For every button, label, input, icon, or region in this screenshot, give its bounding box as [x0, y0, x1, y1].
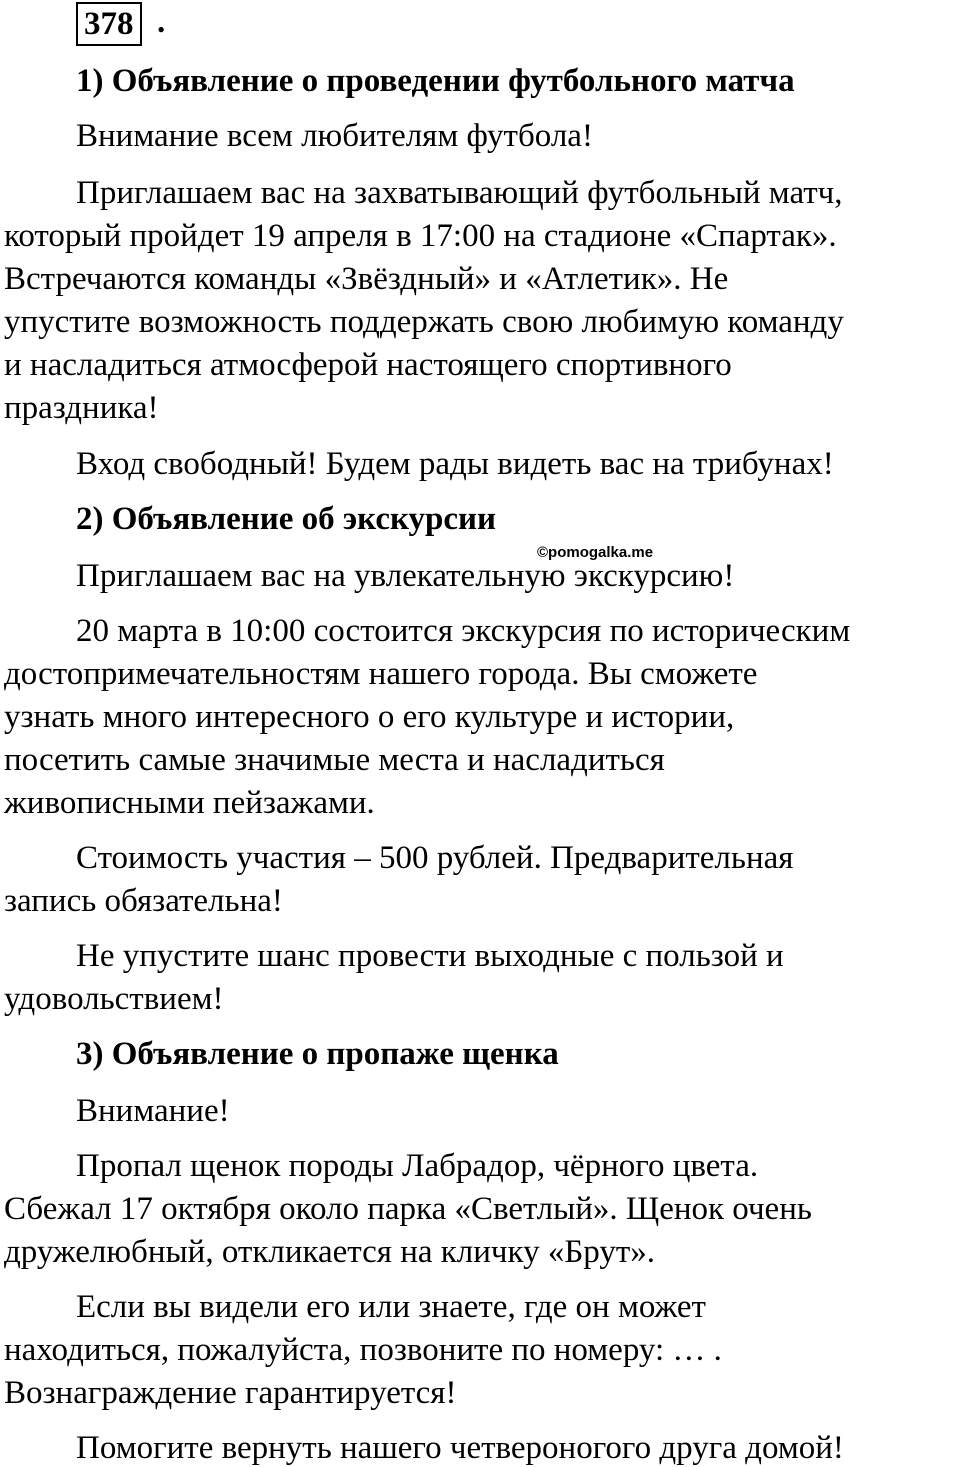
- paragraph-line: дружелюбный, откликается на кличку «Брут».: [4, 1234, 656, 1270]
- paragraph-line: и насладиться атмосферой настоящего спортивного: [4, 347, 732, 383]
- paragraph-line: Пропал щенок породы Лабрадор, чёрного цвета.: [76, 1148, 759, 1184]
- paragraph-line: Сбежал 17 октября около парка «Светлый». Щенок очень: [4, 1191, 812, 1227]
- paragraph-line: запись обязательна!: [4, 883, 283, 919]
- paragraph-line: который пройдет 19 апреля в 17:00 на стадионе «Спартак».: [4, 218, 837, 254]
- paragraph-line: Приглашаем вас на захватывающий футбольный матч,: [76, 175, 843, 211]
- section-3-heading: 3) Объявление о пропаже щенка: [76, 1036, 559, 1072]
- paragraph-line: Приглашаем вас на увлекательную экскурсию!: [76, 558, 735, 594]
- paragraph-line: достопримечательностям нашего города. Вы сможете: [4, 656, 758, 692]
- paragraph-line: Вознаграждение гарантируется!: [4, 1375, 457, 1411]
- paragraph-line: живописными пейзажами.: [4, 785, 375, 821]
- paragraph-line: 20 марта в 10:00 состоится экскурсия по историческим: [76, 613, 851, 649]
- paragraph-line: посетить самые значимые места и насладиться: [4, 742, 665, 778]
- section-1-heading: 1) Объявление о проведении футбольного матча: [76, 63, 795, 99]
- paragraph-line: Если вы видели его или знаете, где он может: [76, 1289, 706, 1325]
- paragraph-line: Стоимость участия – 500 рублей. Предварительная: [76, 840, 794, 876]
- task-number-box: [76, 2, 142, 46]
- paragraph-line: Не упустите шанс провести выходные с пользой и: [76, 938, 784, 974]
- paragraph-line: упустите возможность поддержать свою любимую команду: [4, 304, 844, 340]
- paragraph-line: Внимание!: [76, 1093, 230, 1129]
- paragraph-line: Помогите вернуть нашего четвероногого друга домой!: [76, 1430, 844, 1466]
- paragraph-line: праздника!: [4, 390, 159, 426]
- watermark-text: ©pomogalka.me: [537, 544, 654, 561]
- task-number: 378: [84, 6, 134, 42]
- paragraph-line: Вход свободный! Будем рады видеть вас на трибунах!: [76, 446, 834, 482]
- task-number-dot: .: [157, 4, 166, 40]
- paragraph-line: находиться, пожалуйста, позвоните по номеру: … .: [4, 1332, 722, 1368]
- paragraph-line: удовольствием!: [4, 981, 224, 1017]
- paragraph-line: Внимание всем любителям футбола!: [76, 118, 593, 154]
- section-2-heading: 2) Объявление об экскурсии: [76, 501, 497, 537]
- paragraph-line: узнать много интересного о его культуре и истории,: [4, 699, 735, 735]
- paragraph-line: Встречаются команды «Звёздный» и «Атлетик». Не: [4, 261, 729, 297]
